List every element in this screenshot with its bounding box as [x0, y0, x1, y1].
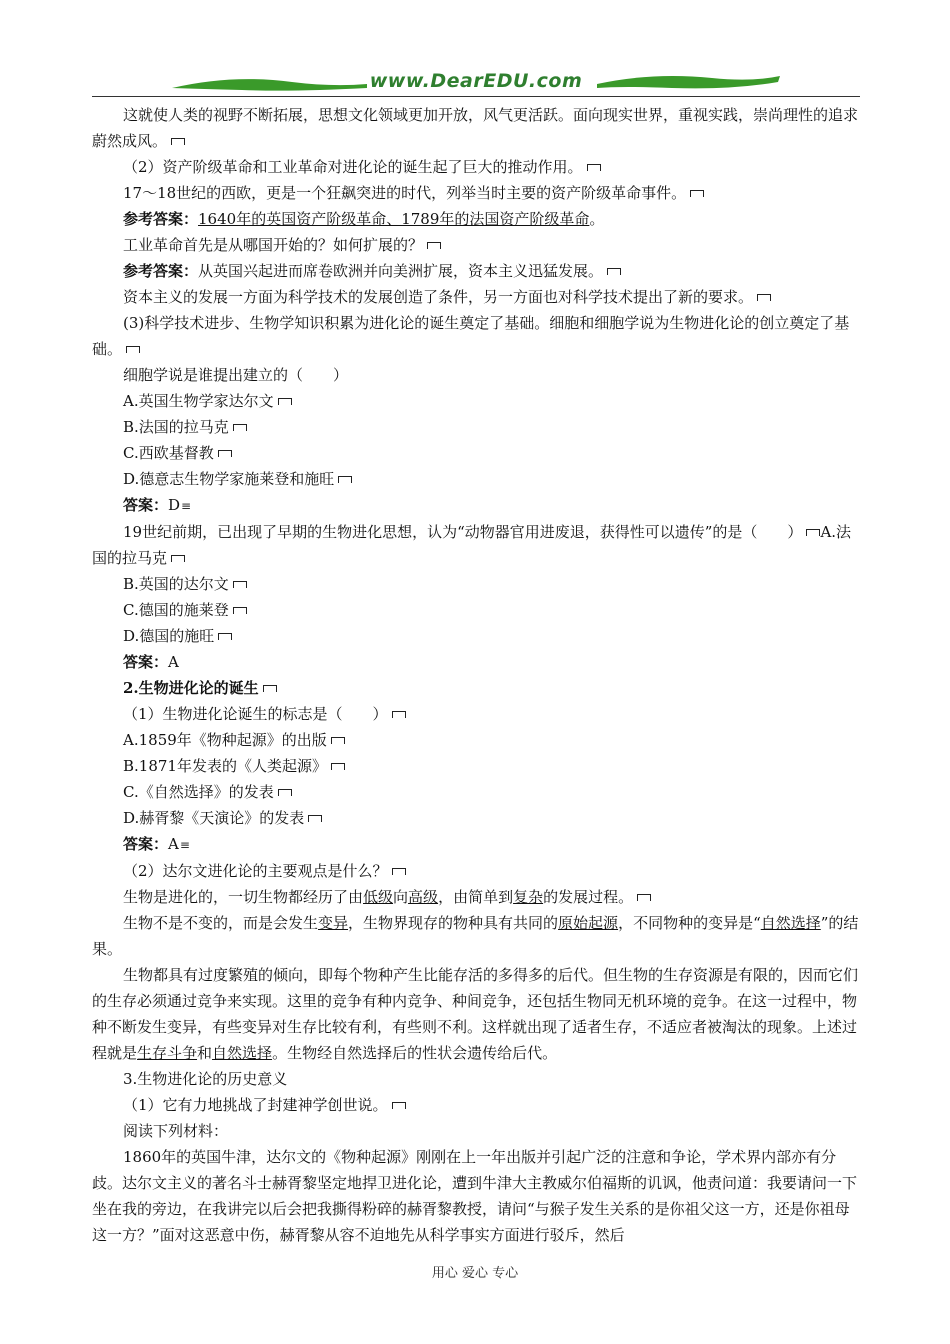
option — [92, 597, 860, 623]
text: 1860年的英国牛津，达尔文的《物种起源》刚刚在上一年出版并引起广泛的注意和争论，学术界内部亦有分歧。达尔文主义的著名斗士赫胥黎坚定地捍卫进化论，遭到牛津大主教威尔伯福斯的讥讽，他责问道：我要请问一下坐在我的旁边，在我讲完以后会把我撕得粉碎的赫胥黎教授，请问“与猴子发生关系的是你祖父这一方，还是你祖母这一方？”面对这恶意中伤，赫胥黎从容不迫地先从科学事实方面进行驳斥，然后 — [92, 1148, 858, 1244]
text: 工业革命首先是从哪国开始的？如何扩展的？ — [123, 236, 424, 254]
line-break-mark-icon: ≡ — [181, 499, 192, 513]
paragraph — [92, 1118, 860, 1144]
answer — [92, 492, 860, 519]
paragraph — [92, 910, 860, 962]
option — [92, 623, 860, 649]
question — [92, 362, 860, 388]
text: ，不同物种的变异是“ — [618, 914, 761, 932]
paragraph-mark-icon — [218, 450, 232, 457]
paragraph-mark-icon — [263, 685, 277, 692]
option — [92, 388, 860, 414]
paragraph-mark-icon — [233, 607, 247, 614]
paragraph-mark-icon — [171, 138, 185, 145]
section-heading — [92, 1066, 860, 1092]
paragraph-mark-icon — [690, 190, 704, 197]
underlined-term: 复杂 — [513, 888, 544, 906]
paragraph-mark-icon — [607, 268, 621, 275]
paragraph — [92, 884, 860, 910]
paragraph-mark-icon — [308, 815, 322, 822]
underlined-term: 生存斗争 — [137, 1044, 198, 1062]
answer — [92, 649, 860, 675]
paragraph-mark-icon — [338, 476, 352, 483]
underlined-term: 变异 — [318, 914, 349, 932]
paragraph-mark-icon — [278, 398, 292, 405]
paragraph-mark-icon — [218, 633, 232, 640]
answer-text: D — [168, 496, 181, 514]
answer-label: 答案： — [123, 835, 169, 853]
text: 3.生物进化论的历史意义 — [123, 1070, 288, 1088]
text: ，由简单到 — [438, 888, 514, 906]
text: D.德意志生物学家施莱登和施旺 — [123, 470, 335, 488]
text: 生物不是不变的，而是会发生 — [123, 914, 319, 932]
text: C.《自然选择》的发表 — [123, 783, 274, 801]
paragraph-mark-icon — [392, 1102, 406, 1109]
answer-text: A — [168, 653, 179, 671]
paragraph — [92, 962, 860, 1066]
answer-text: 1640年的英国资产阶级革命、1789年的法国资产阶级革命 — [198, 210, 590, 228]
paragraph — [92, 310, 860, 362]
text: 生物都具有过度繁殖的倾向，即每个物种产生比能存活的多得多的后代。但生物的生存资源是有限的，因而它们的生存必须通过竞争来实现。这里的竞争有种内竞争、种间竞争，还包括生物同无机环境的竞争。在这一过程中，物种不断发生变异，有些变异对生存比较有利，有些则不利。这样就出现了适者生存，不适应者被淘汰的现象。上述过程就是 — [92, 966, 859, 1062]
line-break-mark-icon: ≡ — [179, 838, 190, 852]
text: 生物是进化的，一切生物都经历了由 — [123, 888, 364, 906]
paragraph-mark-icon — [392, 711, 406, 718]
paragraph — [92, 1144, 860, 1248]
text: A.英国生物学家达尔文 — [123, 392, 274, 410]
paragraph-mark-icon — [331, 737, 345, 744]
answer-label: 答案： — [123, 496, 169, 514]
paragraph-mark-icon — [233, 581, 247, 588]
underlined-term: 低级 — [363, 888, 394, 906]
paragraph-mark-icon — [637, 894, 651, 901]
header-rule — [92, 96, 860, 97]
text: 19世纪前期，已出现了早期的生物进化思想，认为“动物器官用进废退，获得性可以遗传”的是（ ） — [123, 523, 803, 541]
paragraph — [92, 154, 860, 180]
paragraph-mark-icon — [757, 294, 771, 301]
option — [92, 571, 860, 597]
text: A.1859年《物种起源》的出版 — [123, 731, 327, 749]
paragraph-mark-icon — [331, 763, 345, 770]
paragraph-mark-icon — [171, 555, 185, 562]
underlined-term: 自然选择 — [212, 1044, 273, 1062]
text: 细胞学说是谁提出建立的（ ） — [123, 366, 349, 384]
text: A.法国的拉马克 — [92, 523, 852, 567]
option — [92, 466, 860, 492]
option — [92, 779, 860, 805]
text: 的发展过程。 — [543, 888, 634, 906]
answer-text: A — [168, 835, 179, 853]
question — [92, 519, 860, 571]
text: C.西欧基督教 — [123, 444, 214, 462]
answer — [92, 206, 860, 232]
paragraph-mark-icon — [392, 868, 406, 875]
text: 这就使人类的视野不断拓展，思想文化领域更加开放，风气更活跃。面向现实世界，重视实践，崇尚理性的追求蔚然成风。 — [92, 106, 859, 150]
answer-label: 参考答案： — [123, 262, 199, 280]
answer — [92, 831, 860, 858]
site-url: www.DearEDU.com — [369, 70, 583, 92]
paragraph — [92, 102, 860, 154]
paragraph-mark-icon — [233, 424, 247, 431]
paragraph-mark-icon — [278, 789, 292, 796]
text: （2）达尔文进化论的主要观点是什么？ — [123, 862, 388, 880]
text: （2）资产阶级革命和工业革命对进化论的诞生起了巨大的推动作用。 — [123, 158, 583, 176]
paragraph-mark-icon — [806, 529, 820, 536]
text: ”的结果。 — [92, 914, 859, 958]
page-footer: 用心 爱心 专心 — [431, 1266, 519, 1281]
paragraph-mark-icon — [126, 346, 140, 353]
option — [92, 414, 860, 440]
text: 资本主义的发展一方面为科学技术的发展创造了条件，另一方面也对科学技术提出了新的要求。 — [123, 288, 754, 306]
answer — [92, 258, 860, 284]
section-heading — [92, 675, 860, 701]
question — [92, 701, 860, 727]
underlined-term: 原始起源 — [558, 914, 619, 932]
underlined-term: 高级 — [408, 888, 439, 906]
text: 。 — [589, 210, 605, 228]
paragraph — [92, 284, 860, 310]
question — [92, 858, 860, 884]
option — [92, 805, 860, 831]
text: D.德国的施旺 — [123, 627, 215, 645]
document-body — [92, 102, 860, 1248]
question — [92, 232, 860, 258]
text: B.法国的拉马克 — [123, 418, 229, 436]
text: ，生物界现存的物种具有共同的 — [348, 914, 559, 932]
paragraph-mark-icon — [587, 164, 601, 171]
paragraph — [92, 1092, 860, 1118]
answer-label: 答案： — [123, 653, 169, 671]
text: 。生物经自然选择后的性状会遗传给后代。 — [272, 1044, 558, 1062]
text: (3)科学技术进步、生物学知识积累为进化论的诞生奠定了基础。细胞和细胞学说为生物进化论的创立奠定了基础。 — [92, 314, 850, 358]
text: B.英国的达尔文 — [123, 575, 229, 593]
text: C.德国的施莱登 — [123, 601, 229, 619]
text: D.赫胥黎《天演论》的发表 — [123, 809, 305, 827]
option — [92, 440, 860, 466]
answer-label: 参考答案： — [123, 210, 199, 228]
text: 2.生物进化论的诞生 — [123, 679, 259, 697]
answer-text: 从英国兴起进而席卷欧洲并向美洲扩展，资本主义迅猛发展。 — [198, 262, 604, 280]
option — [92, 753, 860, 779]
paragraph-mark-icon — [427, 242, 441, 249]
option — [92, 727, 860, 753]
question — [92, 180, 860, 206]
text: B.1871年发表的《人类起源》 — [123, 757, 327, 775]
underlined-term: 自然选择 — [760, 914, 821, 932]
text: 和 — [197, 1044, 213, 1062]
text: 向 — [393, 888, 409, 906]
text: 17～18世纪的西欧，更是一个狂飙突进的时代，列举当时主要的资产阶级革命事件。 — [123, 184, 687, 202]
text: （1）生物进化论诞生的标志是（ ） — [123, 705, 388, 723]
text: （1）它有力地挑战了封建神学创世说。 — [123, 1096, 388, 1114]
text: 阅读下列材料： — [123, 1122, 229, 1140]
